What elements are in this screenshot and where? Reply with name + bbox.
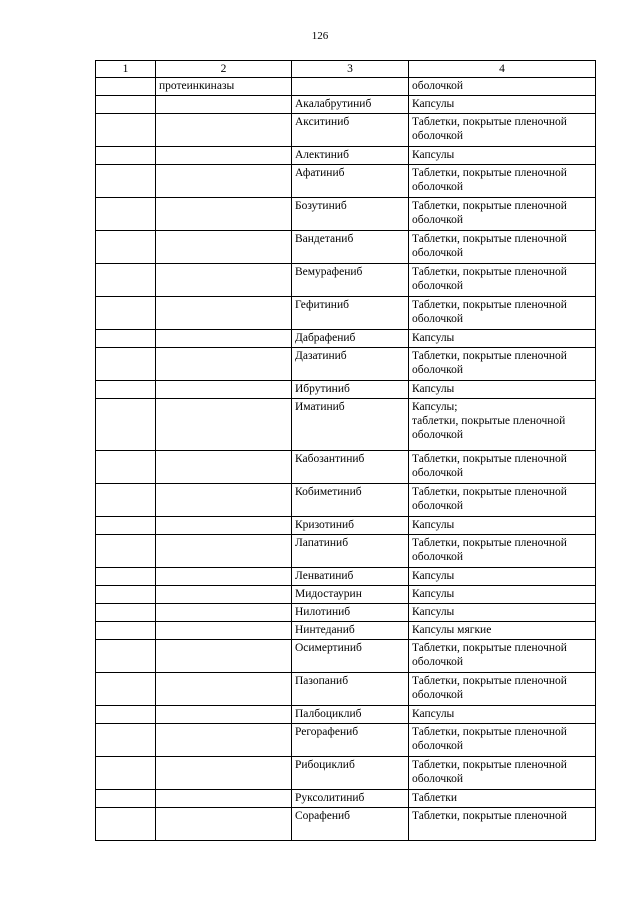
table-row bbox=[96, 724, 596, 757]
table-cell-col2 bbox=[156, 231, 292, 264]
table-cell-col2 bbox=[156, 622, 292, 640]
table-cell-col1 bbox=[96, 231, 156, 264]
table-row bbox=[96, 264, 596, 297]
table-cell-col2 bbox=[156, 808, 292, 841]
column-header-3: 3 bbox=[292, 61, 409, 78]
table-cell-col3: Дазатиниб bbox=[292, 348, 409, 381]
table-body bbox=[96, 78, 596, 841]
table-cell-col4: Таблетки, покрытые пленочной оболочкой bbox=[409, 484, 596, 517]
table-cell-col2 bbox=[156, 535, 292, 568]
drug-table bbox=[95, 60, 596, 841]
table-header-row bbox=[96, 61, 596, 78]
table-row bbox=[96, 381, 596, 399]
table-cell-col3: Сорафениб bbox=[292, 808, 409, 841]
table-row bbox=[96, 604, 596, 622]
column-header-4: 4 bbox=[409, 61, 596, 78]
table-cell-col3: Мидостаурин bbox=[292, 586, 409, 604]
table-row bbox=[96, 348, 596, 381]
table-cell-col3: Регорафениб bbox=[292, 724, 409, 757]
table-cell-col4: Таблетки bbox=[409, 790, 596, 808]
table-cell-col1 bbox=[96, 348, 156, 381]
table-cell-col2 bbox=[156, 114, 292, 147]
table-cell-col2 bbox=[156, 96, 292, 114]
table-cell-col1 bbox=[96, 604, 156, 622]
table-cell-col3: Вандетаниб bbox=[292, 231, 409, 264]
table-cell-col2: протеинкиназы bbox=[156, 78, 292, 96]
table-cell-col2 bbox=[156, 330, 292, 348]
table-cell-col3: Нилотиниб bbox=[292, 604, 409, 622]
table-cell-col1 bbox=[96, 568, 156, 586]
table-cell-col4: Таблетки, покрытые пленочной оболочкой bbox=[409, 231, 596, 264]
table-cell-col3: Бозутиниб bbox=[292, 198, 409, 231]
table-row bbox=[96, 706, 596, 724]
table-cell-col1 bbox=[96, 640, 156, 673]
table-cell-col2 bbox=[156, 165, 292, 198]
table-row bbox=[96, 96, 596, 114]
table-cell-col4: Таблетки, покрытые пленочной оболочкой bbox=[409, 165, 596, 198]
table-cell-col2 bbox=[156, 451, 292, 484]
table-row bbox=[96, 673, 596, 706]
table-cell-col4: Таблетки, покрытые пленочной оболочкой bbox=[409, 673, 596, 706]
table-cell-col4: Капсулы bbox=[409, 586, 596, 604]
table-cell-col4: оболочкой bbox=[409, 78, 596, 96]
table-cell-col1 bbox=[96, 622, 156, 640]
table-row bbox=[96, 147, 596, 165]
table-row bbox=[96, 198, 596, 231]
table-cell-col2 bbox=[156, 147, 292, 165]
table-cell-col4: Капсулы bbox=[409, 96, 596, 114]
table-row bbox=[96, 808, 596, 841]
table-cell-col3: Руксолитиниб bbox=[292, 790, 409, 808]
table-cell-col1 bbox=[96, 757, 156, 790]
table-cell-col3: Кризотиниб bbox=[292, 517, 409, 535]
table-row bbox=[96, 165, 596, 198]
table-cell-col4: Таблетки, покрытые пленочной оболочкой bbox=[409, 114, 596, 147]
table-row bbox=[96, 790, 596, 808]
column-header-1: 1 bbox=[96, 61, 156, 78]
table-cell-col1 bbox=[96, 264, 156, 297]
table-cell-col3: Кабозантиниб bbox=[292, 451, 409, 484]
table-cell-col3: Пазопаниб bbox=[292, 673, 409, 706]
table-cell-col4: Капсулы мягкие bbox=[409, 622, 596, 640]
table-cell-col2 bbox=[156, 757, 292, 790]
table-cell-col2 bbox=[156, 604, 292, 622]
table-cell-col2 bbox=[156, 640, 292, 673]
page-number: 126 bbox=[311, 30, 329, 42]
table-cell-col2 bbox=[156, 381, 292, 399]
table-row bbox=[96, 640, 596, 673]
column-header-2: 2 bbox=[156, 61, 292, 78]
table-row bbox=[96, 451, 596, 484]
table-cell-col4: Капсулы bbox=[409, 147, 596, 165]
table-row bbox=[96, 231, 596, 264]
table-cell-col2 bbox=[156, 673, 292, 706]
table-cell-col4: Капсулы bbox=[409, 604, 596, 622]
table-cell-col2 bbox=[156, 517, 292, 535]
table-cell-col2 bbox=[156, 297, 292, 330]
table-cell-col2 bbox=[156, 348, 292, 381]
table-cell-col3: Ленватиниб bbox=[292, 568, 409, 586]
table-row bbox=[96, 586, 596, 604]
table-cell-col1 bbox=[96, 297, 156, 330]
table-cell-col3: Палбоциклиб bbox=[292, 706, 409, 724]
table-cell-col1 bbox=[96, 165, 156, 198]
table-cell-col4: Таблетки, покрытые пленочной оболочкой bbox=[409, 348, 596, 381]
table-cell-col2 bbox=[156, 586, 292, 604]
table-cell-col2 bbox=[156, 790, 292, 808]
table-cell-col1 bbox=[96, 706, 156, 724]
table-cell-col1 bbox=[96, 114, 156, 147]
table-cell-col1 bbox=[96, 78, 156, 96]
table-cell-col2 bbox=[156, 399, 292, 451]
table-cell-col3: Дабрафениб bbox=[292, 330, 409, 348]
table-cell-col4: Капсулы bbox=[409, 517, 596, 535]
table-cell-col1 bbox=[96, 330, 156, 348]
table-cell-col1 bbox=[96, 724, 156, 757]
table-cell-col4: Капсулы bbox=[409, 330, 596, 348]
table-cell-col4: Капсулы; таблетки, покрытые пленочной оболочкой bbox=[409, 399, 596, 451]
table-cell-col1 bbox=[96, 381, 156, 399]
table-row bbox=[96, 568, 596, 586]
table-cell-col3: Осимертиниб bbox=[292, 640, 409, 673]
table-cell-col4: Таблетки, покрытые пленочной оболочкой bbox=[409, 198, 596, 231]
table-cell-col2 bbox=[156, 198, 292, 231]
table-cell-col1 bbox=[96, 451, 156, 484]
table-cell-col4: Таблетки, покрытые пленочной оболочкой bbox=[409, 297, 596, 330]
table-cell-col1 bbox=[96, 586, 156, 604]
table-cell-col1 bbox=[96, 808, 156, 841]
table-cell-col3: Алектиниб bbox=[292, 147, 409, 165]
table-row bbox=[96, 114, 596, 147]
table-cell-col3: Лапатиниб bbox=[292, 535, 409, 568]
table-row bbox=[96, 757, 596, 790]
table-cell-col2 bbox=[156, 264, 292, 297]
table-cell-col3: Афатиниб bbox=[292, 165, 409, 198]
table-cell-col1 bbox=[96, 198, 156, 231]
table-cell-col1 bbox=[96, 517, 156, 535]
table-cell-col3: Ибрутиниб bbox=[292, 381, 409, 399]
table-cell-col3: Гефитиниб bbox=[292, 297, 409, 330]
table-cell-col1 bbox=[96, 399, 156, 451]
table-cell-col3: Нинтеданиб bbox=[292, 622, 409, 640]
table-cell-col3: Вемурафениб bbox=[292, 264, 409, 297]
table-row bbox=[96, 535, 596, 568]
table-cell-col3: Акалабрутиниб bbox=[292, 96, 409, 114]
table-cell-col2 bbox=[156, 724, 292, 757]
table-cell-col1 bbox=[96, 790, 156, 808]
table-cell-col4: Таблетки, покрытые пленочной оболочкой bbox=[409, 724, 596, 757]
table-cell-col2 bbox=[156, 484, 292, 517]
table-cell-col4: Таблетки, покрытые пленочной bbox=[409, 808, 596, 841]
table-cell-col1 bbox=[96, 673, 156, 706]
table-cell-col4: Таблетки, покрытые пленочной оболочкой bbox=[409, 451, 596, 484]
table-cell-col4: Таблетки, покрытые пленочной оболочкой bbox=[409, 264, 596, 297]
table-cell-col4: Таблетки, покрытые пленочной оболочкой bbox=[409, 535, 596, 568]
table-cell-col1 bbox=[96, 535, 156, 568]
table-cell-col4: Таблетки, покрытые пленочной оболочкой bbox=[409, 757, 596, 790]
table-cell-col1 bbox=[96, 147, 156, 165]
table-cell-col3: Кобиметиниб bbox=[292, 484, 409, 517]
table-row bbox=[96, 399, 596, 451]
table-cell-col2 bbox=[156, 706, 292, 724]
table-cell-col3 bbox=[292, 78, 409, 96]
table-cell-col4: Капсулы bbox=[409, 706, 596, 724]
table-cell-col3: Акситиниб bbox=[292, 114, 409, 147]
table-cell-col4: Капсулы bbox=[409, 568, 596, 586]
table-row bbox=[96, 297, 596, 330]
table-row bbox=[96, 330, 596, 348]
table-cell-col2 bbox=[156, 568, 292, 586]
table-cell-col1 bbox=[96, 96, 156, 114]
table-cell-col1 bbox=[96, 484, 156, 517]
table-row bbox=[96, 484, 596, 517]
table-row bbox=[96, 622, 596, 640]
table-cell-col3: Рибоциклиб bbox=[292, 757, 409, 790]
table-cell-col4: Таблетки, покрытые пленочной оболочкой bbox=[409, 640, 596, 673]
table-row bbox=[96, 517, 596, 535]
table-cell-col4: Капсулы bbox=[409, 381, 596, 399]
table-cell-col3: Иматиниб bbox=[292, 399, 409, 451]
table-row bbox=[96, 78, 596, 96]
